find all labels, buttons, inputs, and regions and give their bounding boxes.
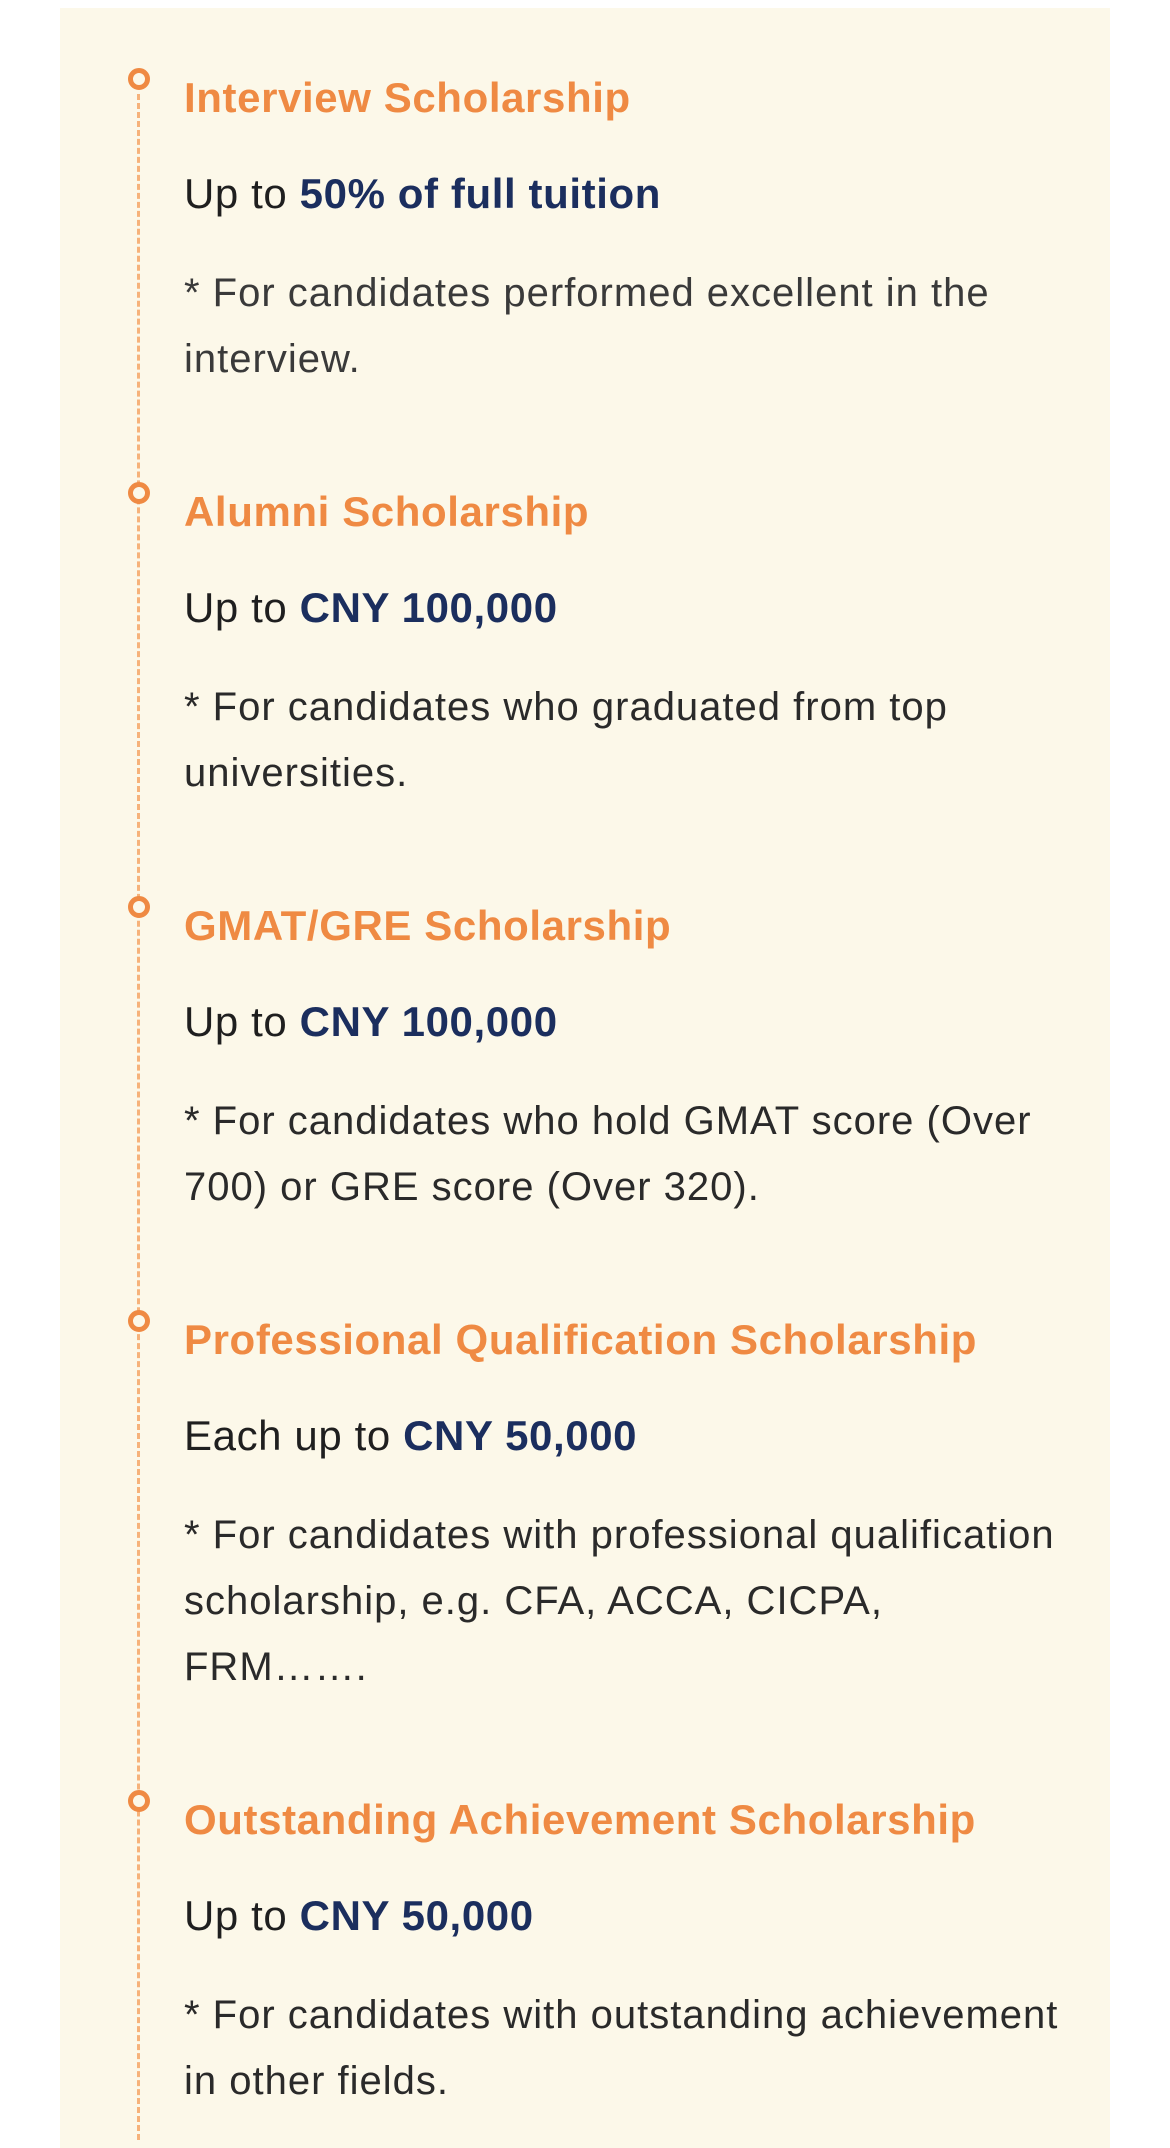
amount-value: CNY 100,000 — [299, 998, 558, 1045]
scholarship-title: Alumni Scholarship — [184, 488, 590, 535]
amount-prefix: Up to — [184, 998, 300, 1045]
amount-prefix: Each up to — [184, 1412, 404, 1459]
timeline-circle-icon — [128, 482, 150, 504]
scholarship-amount — [184, 578, 1064, 638]
amount-prefix: Up to — [184, 170, 300, 217]
scholarship-item — [184, 1310, 1064, 1700]
scholarship-title: Professional Qualification Scholarship — [184, 1316, 977, 1363]
scholarship-note: * For candidates performed excellent in the interview. — [184, 271, 990, 381]
scholarship-amount — [184, 164, 1064, 224]
scholarship-amount — [184, 1406, 1064, 1466]
scholarship-item — [184, 482, 1064, 806]
timeline-circle-icon — [128, 1310, 150, 1332]
timeline-circle-icon — [128, 68, 150, 90]
amount-value: CNY 50,000 — [299, 1892, 534, 1939]
scholarship-note: * For candidates with outstanding achievement in other fields. — [184, 1993, 1059, 2103]
scholarship-title: Outstanding Achievement Scholarship — [184, 1796, 976, 1843]
scholarship-note: * For candidates who hold GMAT score (Over 700) or GRE score (Over 320). — [184, 1099, 1032, 1209]
scholarship-title: Interview Scholarship — [184, 74, 631, 121]
scholarship-note: * For candidates who graduated from top universities. — [184, 685, 948, 795]
amount-prefix: Up to — [184, 584, 300, 631]
scholarship-note: * For candidates with professional qualification scholarship, e.g. CFA, ACCA, CICPA, FRM……. — [184, 1513, 1055, 1689]
amount-value: 50% of full tuition — [299, 170, 662, 217]
timeline-dashed-line — [137, 94, 140, 2140]
timeline-circle-icon — [128, 896, 150, 918]
scholarship-amount — [184, 1886, 1064, 1946]
amount-value: CNY 100,000 — [299, 584, 558, 631]
scholarship-item — [184, 1790, 1064, 2114]
scholarship-amount — [184, 992, 1064, 1052]
amount-prefix: Up to — [184, 1892, 300, 1939]
amount-value: CNY 50,000 — [403, 1412, 638, 1459]
timeline-circle-icon — [128, 1790, 150, 1812]
scholarship-item — [184, 896, 1064, 1220]
scholarship-title: GMAT/GRE Scholarship — [184, 902, 672, 949]
scholarship-item — [184, 68, 1064, 392]
